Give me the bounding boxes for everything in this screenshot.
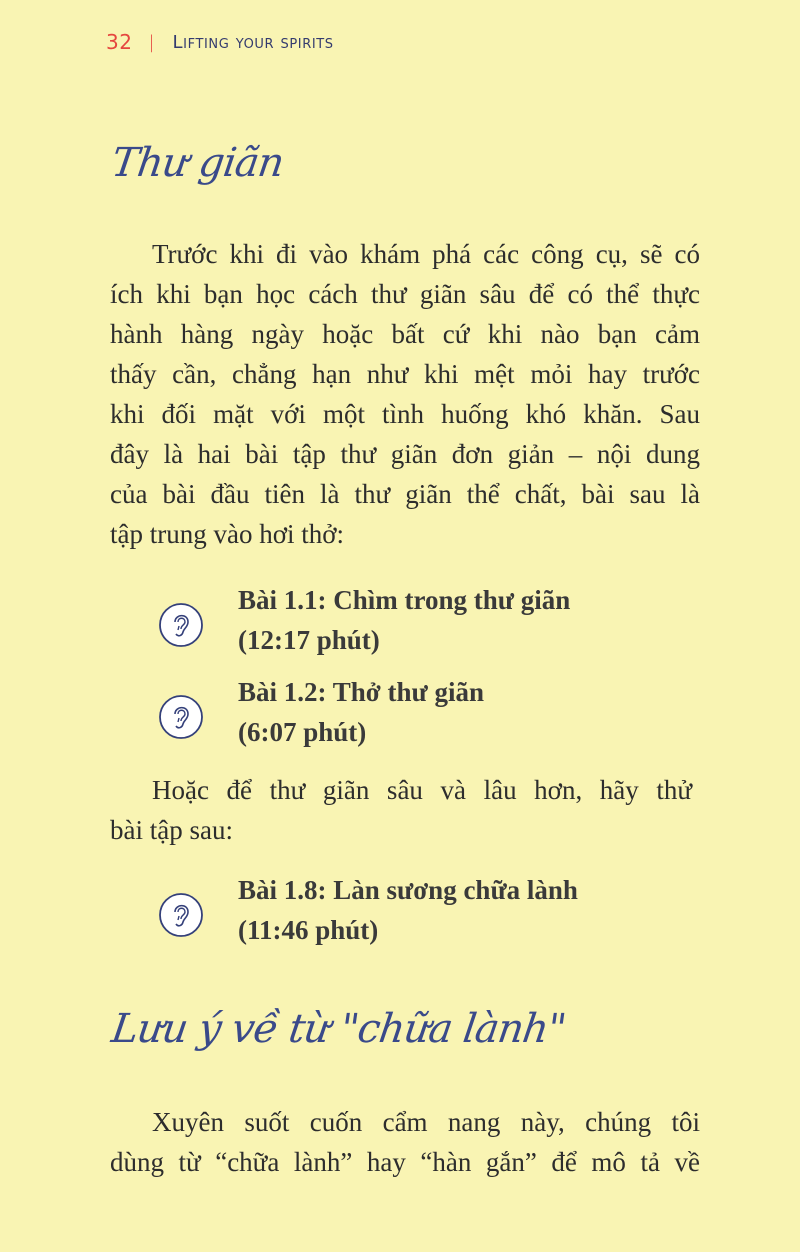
- exercise-duration: (12:17 phút): [238, 625, 380, 655]
- exercise-title: Bài 1.2: Thở thư giãn: [238, 677, 484, 707]
- header-separator: |: [148, 31, 155, 53]
- paragraph-line: ích khi bạn học cách thư giãn sâu để có thể thực: [110, 279, 700, 309]
- running-title: Lifting your spirits: [172, 31, 334, 53]
- paragraph-line: Xuyên suốt cuốn cẩm nang này, chúng tôi: [152, 1107, 700, 1137]
- paragraph-line: hành hàng ngày hoặc bất cứ khi nào bạn cảm: [110, 319, 700, 349]
- exercise-duration: (11:46 phút): [238, 915, 379, 945]
- ear-icon: [158, 602, 204, 648]
- exercise-item: [158, 672, 484, 752]
- exercise-item: [158, 870, 578, 950]
- paragraph-line: Trước khi đi vào khám phá các công cụ, sẽ có: [152, 239, 700, 269]
- exercise-title: Bài 1.1: Chìm trong thư giãn: [238, 585, 571, 615]
- exercise-item: [158, 580, 570, 660]
- page-header: [106, 30, 334, 54]
- exercise-text: [238, 870, 578, 950]
- section-heading-healing-note: Lưu ý về từ "chữa lành": [108, 1006, 569, 1052]
- ear-icon: [158, 892, 204, 938]
- healing-paragraph: [110, 1102, 700, 1182]
- exercise-title: Bài 1.8: Làn sương chữa lành: [238, 875, 578, 905]
- exercise-text: [238, 580, 570, 660]
- page-number: 32: [106, 30, 133, 54]
- section-heading-relaxation: Thư giãn: [108, 140, 287, 186]
- ear-icon: [158, 694, 204, 740]
- paragraph-line: đây là hai bài tập thư giãn đơn giản – nội dung: [110, 439, 700, 469]
- paragraph-line: bài tập sau:: [110, 815, 233, 845]
- paragraph-line: tập trung vào hơi thở:: [110, 519, 345, 549]
- exercise-duration: (6:07 phút): [238, 717, 367, 747]
- paragraph-line: khi đối mặt với một tình huống khó khăn. Sau: [110, 399, 700, 429]
- paragraph-line: Hoặc để thư giãn sâu và lâu hơn, hãy thử: [152, 775, 692, 805]
- paragraph-line: thấy cần, chẳng hạn như khi mệt mỏi hay trước: [110, 359, 700, 389]
- intro-paragraph: [110, 234, 700, 554]
- paragraph-line: dùng từ “chữa lành” hay “hàn gắn” để mô tả về: [110, 1147, 700, 1177]
- exercise-text: [238, 672, 484, 752]
- alternative-paragraph: [110, 770, 692, 850]
- paragraph-line: của bài đầu tiên là thư giãn thể chất, bài sau là: [110, 479, 700, 509]
